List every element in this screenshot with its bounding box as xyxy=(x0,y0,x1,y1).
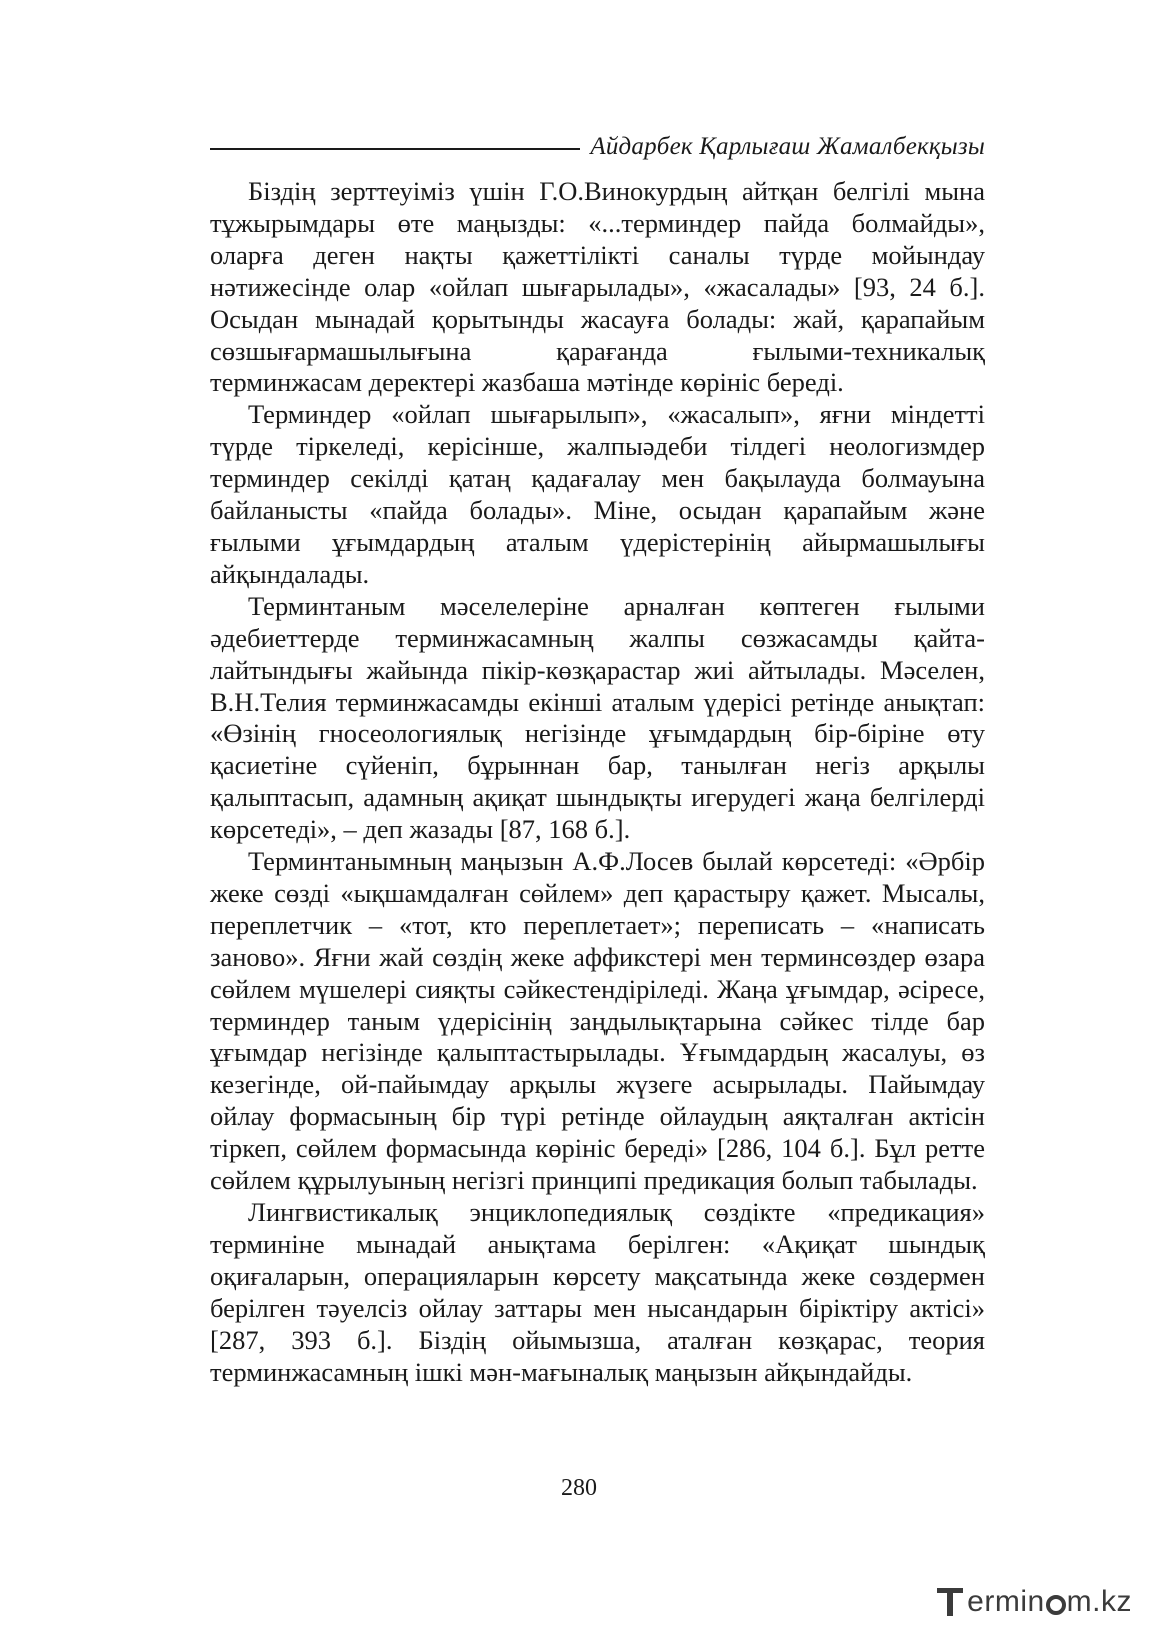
paragraph-5: Лингвистикалық энциклопедиялық сөздікте «предикация» терминіне мынадай анықтама берілген: «Ақиқат шындық оқиғаларын, операцияларын көрсету мақсатында жеке сөздермен берілген тәуелсіз ойлау заттары мен нысандарын біріктіру актісі» [287, 393 б.]. Біздің ойымызша, аталған көзқарас, теория терминжасамның ішкі мән-мағыналық маңызын айқындайды. xyxy=(210,1197,985,1387)
body-text xyxy=(210,176,985,1388)
watermark-text-part1: ermin xyxy=(967,1585,1045,1618)
page-number: 280 xyxy=(561,1475,597,1501)
paragraph-4: Терминтанымның маңызын А.Ф.Лосев былай көрсетеді: «Әрбір жеке сөзді «ықшамдалған сөйлем» деп қарастыру қажет. Мысалы, переплетчик – «тот, кто переплетает»; переписать – «написать заново». Яғни жай сөздің жеке аффикстері мен терминсөздер өзара сөйлем мүшелері сияқты сәйкестендіріледі. Жаңа ұғымдар, әсіресе, терминдер таным үдерісінің заңдылықтарына сәйкес тілде бар ұғымдар негізінде қалыптастырылады. Ұғымдардың жасалуы, өз кезегінде, ой-пайымдау арқылы жүзеге асырылады. Пайымдау ойлау формасының бір түрі ретінде ойлаудың аяқталған актісін тіркеп, сөйлем формасында көрініс береді» [286, 104 б.]. Бұл ретте сөйлем құрылуының негізгі принципі предикация болып табылады. xyxy=(210,846,985,1196)
paragraph-3: Терминтаным мәселелеріне арналған көптеген ғылыми әдебиеттерде терминжасамның жалпы сөзжасамды қайталайтындығы жайында пікір-көзқарастар жиі айтылады. Мәселен, В.Н.Телия терминжасамды екінші аталым үдерісі ретінде анықтап: «Өзінің гносеологиялық негізінде ұғымдардың бір-біріне өту қасиетіне сүйеніп, бұрыннан бар, танылған негіз арқылы қалыптасып, адамның ақиқат шындықты игерудегі жаңа белгілерді көрсетеді», – деп жазады [87, 168 б.]. xyxy=(210,590,985,845)
watermark-text-part2: m.kz xyxy=(1066,1585,1132,1618)
running-header xyxy=(210,130,985,164)
paragraph-2: Терминдер «ойлап шығарылып», «жасалып», яғни міндетті түрде тіркеледі, керісінше, жалпыәдеби тілдегі неологизмдер терминдер секілді қатаң қадағалау мен бақылауда болмауына байланысты «пайда болады». Міне, осыдан қарапайым және ғылыми ұғымдардың аталым үдерістерінің айырмашылығы айқындалады. xyxy=(210,399,985,589)
paragraph-1: Біздің зерттеуіміз үшін Г.О.Винокурдың айтқан белгілі мына тұжырымдары өте маңызды: «...терминдер пайда болмайды», оларға деген нақты қажеттілікті саналы түрде мойындау нәтижесінде олар «ойлап шығарылады», «жасалады» [93, 24 б.]. Осыдан мынадай қорытынды жасауға болады: жай, қарапайым сөзшығармашылығына қарағанда ғылыми-техникалық терминжасам деректері жазбаша мәтінде көрініс береді. xyxy=(210,176,985,398)
termincom-watermark xyxy=(937,1585,1132,1619)
header-author: Айдарбек Қарлығаш Жамалбекқызы xyxy=(590,133,985,160)
header-rule xyxy=(210,148,580,150)
circle-o-icon xyxy=(1046,1595,1066,1615)
t-logo-icon xyxy=(937,1586,965,1618)
